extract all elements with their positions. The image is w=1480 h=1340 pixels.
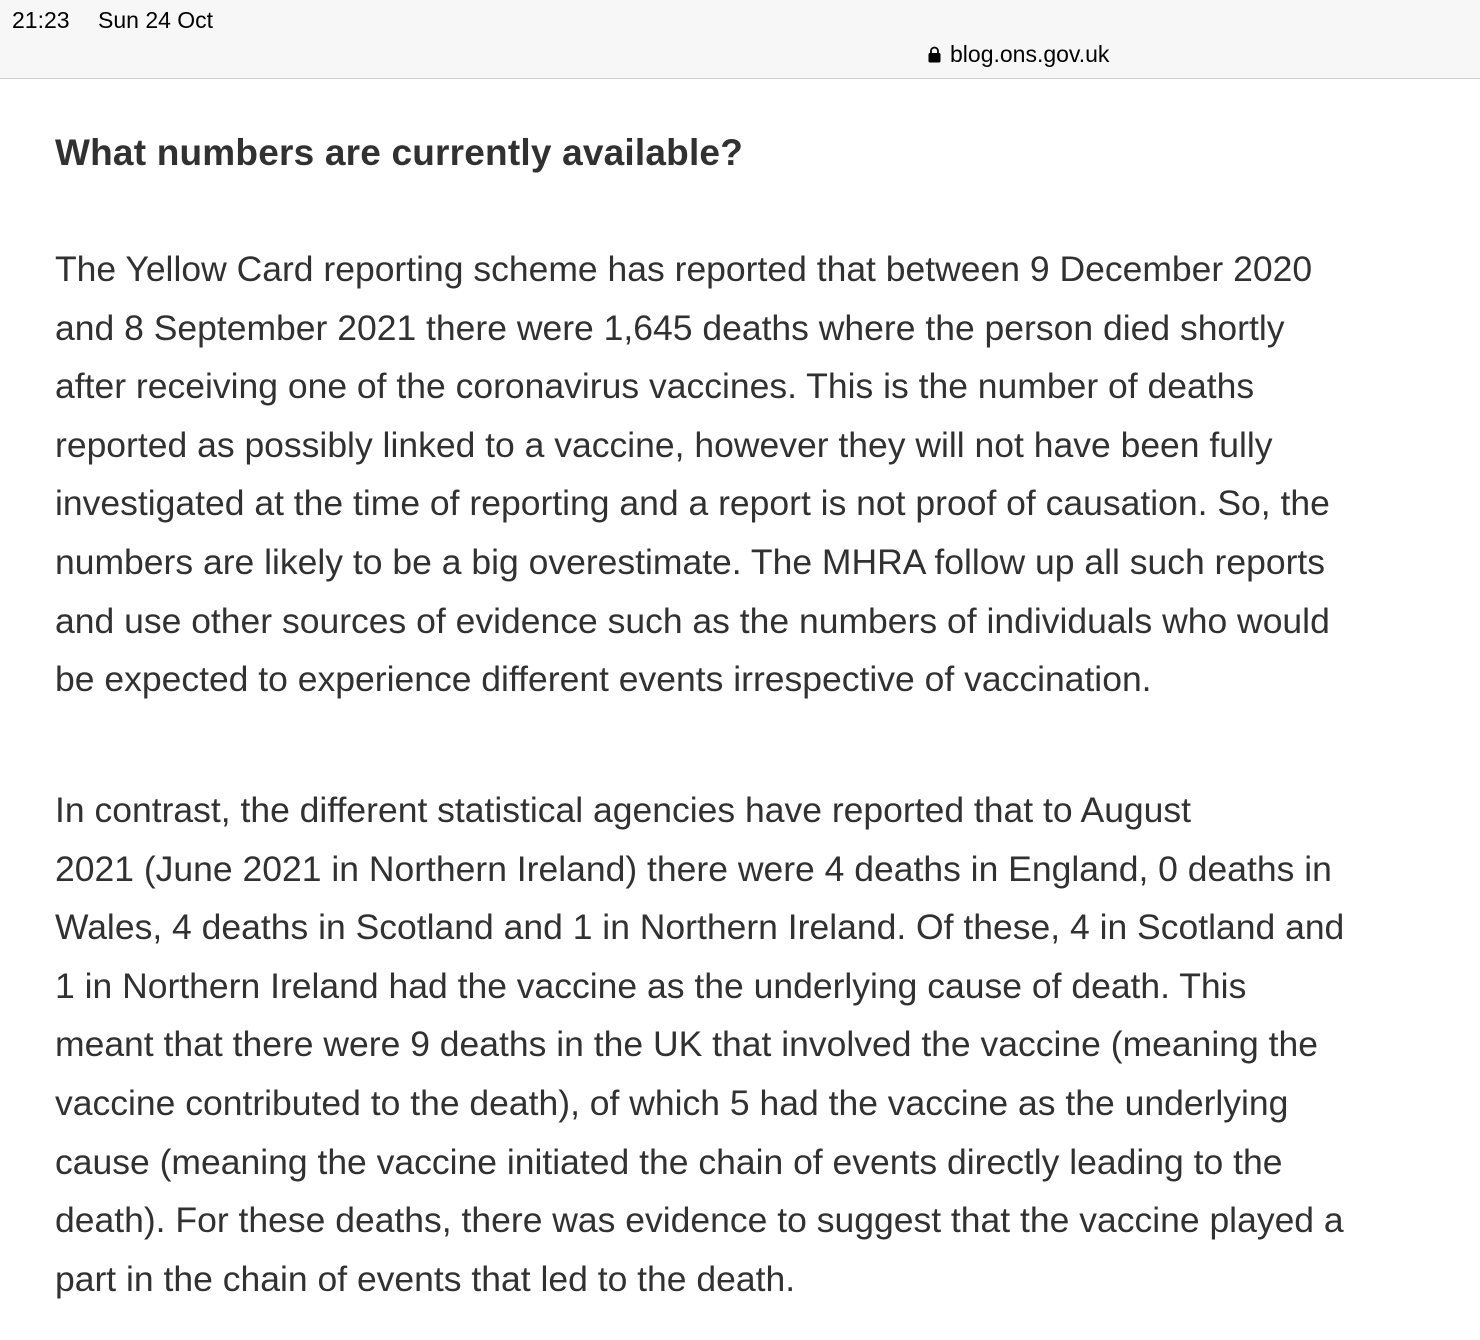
paragraph-line: reported as possibly linked to a vaccine, however they will not have been fully — [55, 424, 1273, 465]
paragraph-line: death). For these deaths, there was evidence to suggest that the vaccine played a — [55, 1200, 1344, 1241]
paragraph-line: be expected to experience different events irrespective of vaccination. — [55, 659, 1152, 700]
status-time: 21:23 — [12, 7, 70, 33]
lock-icon — [928, 46, 941, 63]
url-text: blog.ons.gov.uk — [950, 40, 1110, 67]
paragraph-line: investigated at the time of reporting and a report is not proof of causation. So, the — [55, 483, 1330, 524]
paragraph-yellow-card — [55, 240, 1450, 709]
paragraph-line: meant that there were 9 deaths in the UK that involved the vaccine (meaning the — [55, 1024, 1318, 1065]
paragraph-line: The Yellow Card reporting scheme has reported that between 9 December 2020 — [55, 249, 1313, 289]
paragraph-line: and use other sources of evidence such as the numbers of individuals who would — [55, 600, 1330, 641]
status-date: Sun 24 Oct — [98, 7, 214, 33]
paragraph-line: 2021 (June 2021 in Northern Ireland) there were 4 deaths in England, 0 deaths in — [55, 848, 1332, 889]
paragraph-line: Wales, 4 deaths in Scotland and 1 in Northern Ireland. Of these, 4 in Scotland and — [55, 907, 1345, 948]
paragraph-line: cause (meaning the vaccine initiated the chain of events directly leading to the — [55, 1141, 1283, 1182]
address-bar[interactable] — [928, 40, 1109, 68]
paragraph-line: numbers are likely to be a big overestimate. The MHRA follow up all such reports — [55, 541, 1326, 582]
paragraph-line: 1 in Northern Ireland had the vaccine as the underlying cause of death. This — [55, 965, 1247, 1006]
paragraph-line: part in the chain of events that led to the death. — [55, 1258, 796, 1299]
paragraph-line: vaccine contributed to the death), of which 5 had the vaccine as the underlying — [55, 1082, 1289, 1123]
browser-top-bar — [0, 0, 1480, 79]
paragraph-line: and 8 September 2021 there were 1,645 deaths where the person died shortly — [55, 307, 1285, 348]
paragraph-statistical-agencies — [55, 781, 1450, 1308]
section-heading: What numbers are currently available? — [55, 132, 744, 173]
paragraph-line: In contrast, the different statistical agencies have reported that to August — [55, 790, 1192, 830]
paragraph-line: after receiving one of the coronavirus vaccines. This is the number of deaths — [55, 366, 1255, 407]
